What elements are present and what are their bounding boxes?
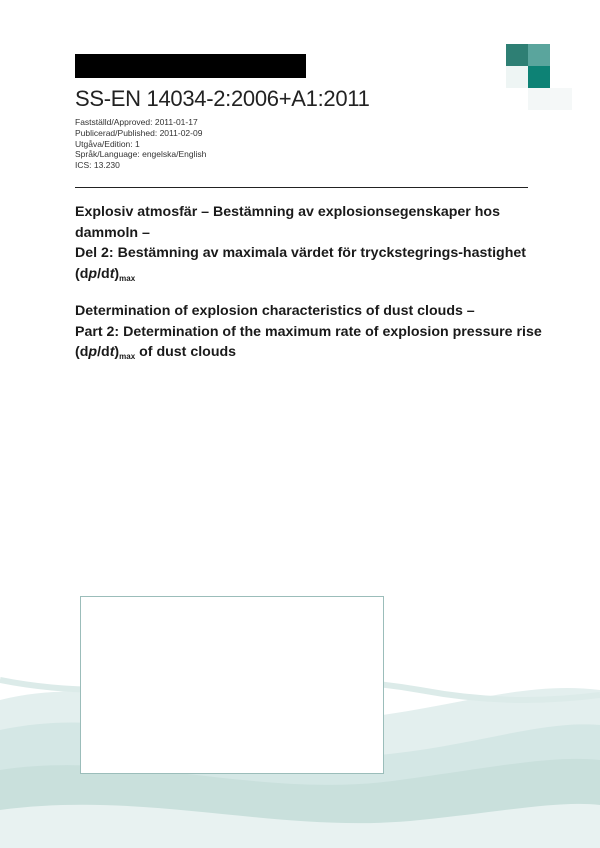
- title-english-line1: Determination of explosion characteristics of dust clouds –: [75, 303, 475, 319]
- published-date: Publicerad/Published: 2011-02-09: [75, 127, 203, 138]
- title-swedish: [75, 202, 545, 289]
- approved-date: Fastställd/Approved: 2011-01-17: [75, 117, 198, 127]
- title-swedish-line1: Explosiv atmosfär – Bestämning av explosionsegenskaper hos dammoln –: [75, 204, 500, 241]
- divider: [75, 187, 528, 188]
- edition: Utgåva/Edition: 1: [75, 138, 140, 149]
- title-swedish-line2: Del 2: Bestämning av maximala värdet för tryckstegrings-hastighet $(dp/dt)_{max}$: [75, 245, 526, 283]
- publication-metadata: [75, 117, 206, 171]
- standard-designation: SS-EN 14034-2:2006+A1:2011: [75, 86, 370, 111]
- sis-logo: [506, 44, 572, 110]
- title-english: [75, 301, 545, 368]
- language: Språk/Language: engelska/English: [75, 149, 207, 160]
- redaction-bar: [75, 54, 306, 78]
- image-frame: [80, 596, 384, 774]
- ics-code: ICS: 13.230: [75, 160, 120, 171]
- title-english-line2: Part 2: Determination of the maximum rate of explosion pressure rise $(dp/dt)_{max}$ of dust clouds: [75, 323, 542, 361]
